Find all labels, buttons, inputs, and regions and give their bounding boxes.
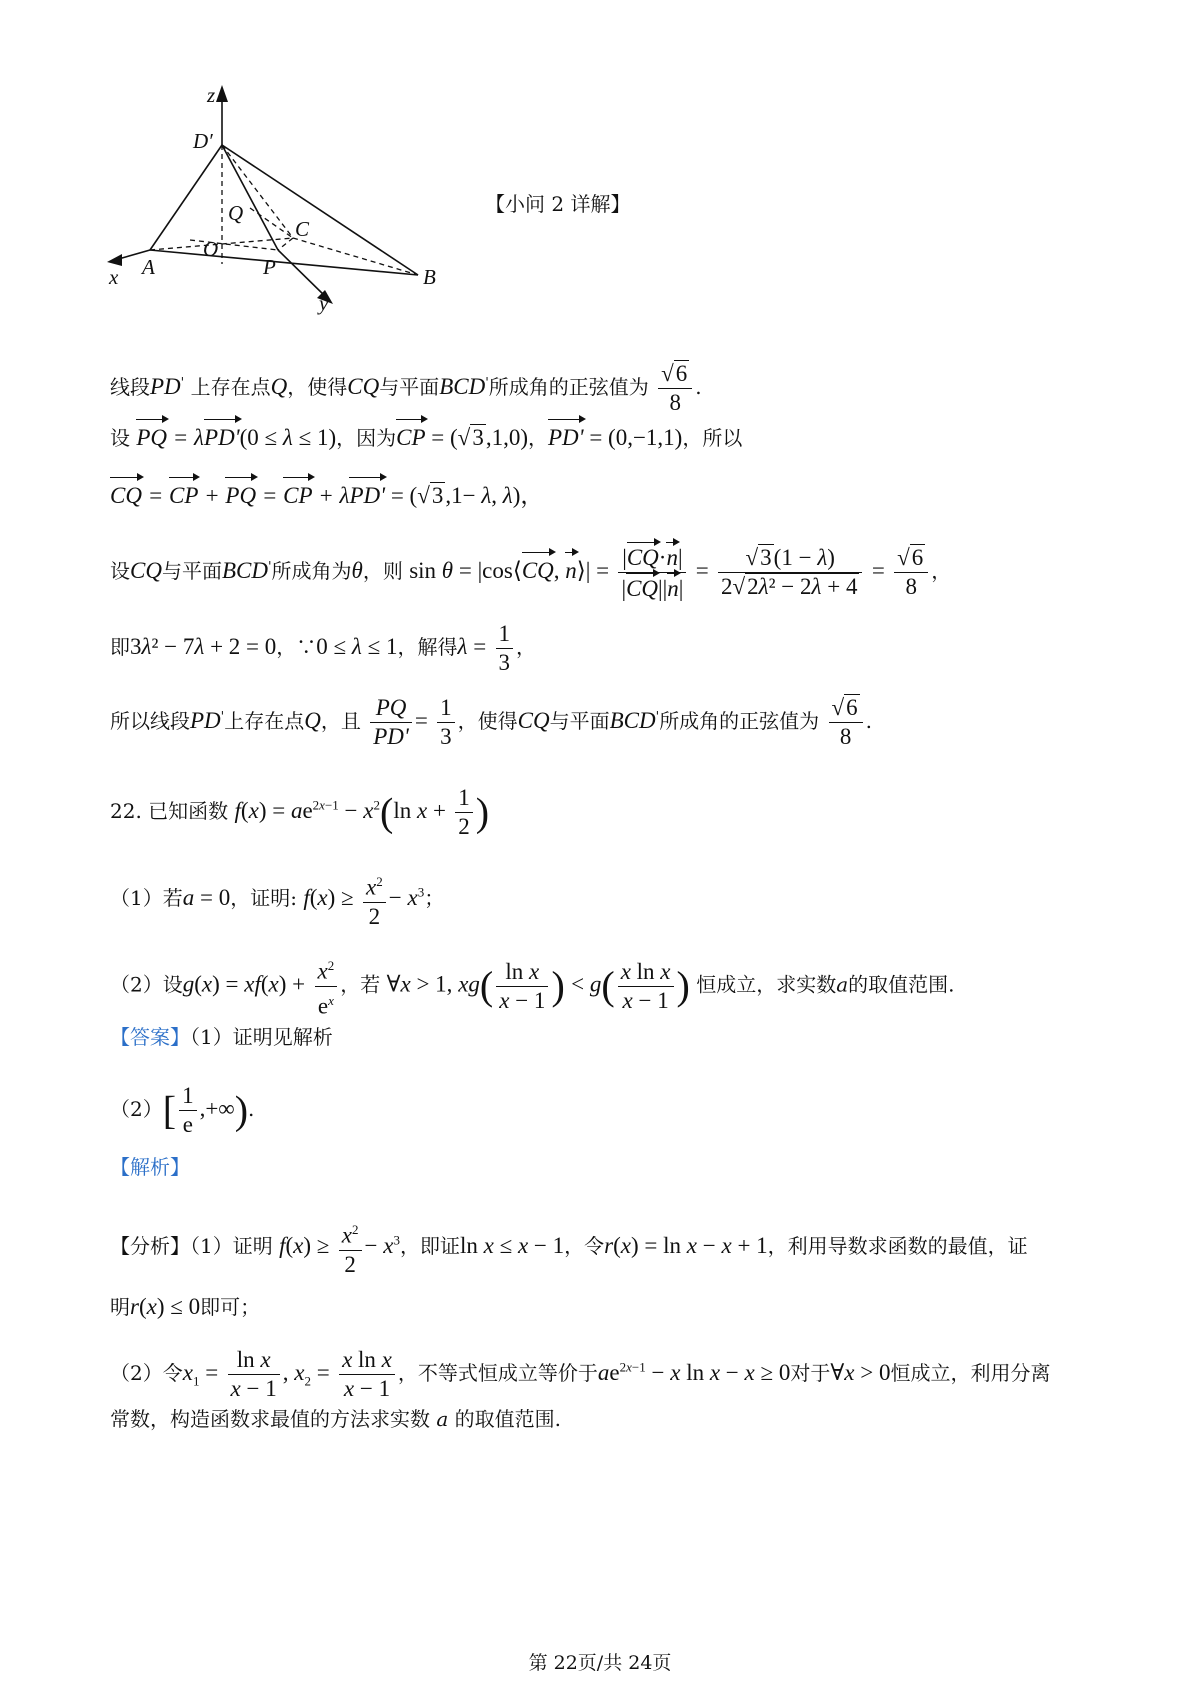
label-y: y [319, 291, 329, 315]
line-3: CQ = CP + PQ = CP + λPD' = (√3,1− λ, λ)， [110, 477, 543, 513]
line-1: 线段PD' 上存在点Q，使得CQ与平面BCD'所成角的正弦值为 $\frac{√6}{8}$ . [110, 361, 702, 415]
line-4: 设CQ与平面BCD'所成角为θ，则 sin θ = |cos⟨CQ, n⟩| = $\frac{|CQ\cdot n|}{|CQ||n|}$ = $\frac{√3(1 - \lambda)}{\text{2√2λ² − 2λ + 4}}$ = $\frac{√6}{8}$ ， [110, 542, 951, 603]
jiexi-label: 【解析】 [110, 1155, 190, 1179]
answer-line-2: （2）[ $\frac{1}{e}$ ,+∞). [110, 1083, 255, 1137]
problem-22: 22. 已知函数 $f(x) = ae^{2x-1} - x^2(\ln$ x + $\frac{1}{2}$ ) [110, 785, 490, 839]
label-p: P [263, 255, 276, 279]
label-c: C [295, 217, 310, 241]
analysis-line-3: （2）令$x_1$ = $\frac{\text{ln x}}{x - 1}$ , $x_2$ = $\frac{\text{x ln x}}{x - 1}$ ，不等式恒成立等价于$ae^{2x-1} - x$ ln x − x ≥ 0对于∀x > 0恒成立，利用分离 [110, 1347, 1051, 1401]
section-label: 【小问 2 详解】 [485, 192, 631, 216]
label-q: Q [228, 201, 244, 225]
line-2: 设 PQ = λPD'(0 ≤ λ ≤ 1)，因为CP = (√3,1,0)，PD' = (0,−1,1)，所以 [110, 419, 742, 455]
z-axis-arrow [216, 85, 228, 102]
analysis-line-4: 常数，构造函数求最值的方法求实数 a 的取值范围. [110, 1407, 561, 1431]
geometry-figure [95, 80, 455, 320]
page-footer: 第 22页/共 24页 [528, 1652, 672, 1674]
line-6: 所以线段PD'上存在点Q，且 $\frac{PQ}{PD'}$ = $\frac{1}{3}$ ，使得CQ与平面BCD'所成角的正弦值为 $\frac{√6}{8}$ . [110, 695, 873, 749]
label-o: O [203, 237, 219, 261]
analysis-line-1: 【分析】（1）证明 f(x) ≥ $\frac{x^2}{2}$ − $x^3$，即证ln x ≤ x − 1，令r(x) = ln x − x + 1，利用导数求函数的最值，证 [110, 1216, 1028, 1279]
label-a: A [142, 255, 155, 279]
problem-22-part2: （2）设g(x) = xf(x) + $\frac{x^2}{e^x}$ ，若 ∀x > 1, xg( $\frac{\text{ln x}}{x - 1}$ ) < g( $\frac{\text{x ln x}}{x - 1}$ ) 恒成立，求实数a的取值范围. [110, 952, 955, 1020]
problem-22-part1: （1）若a = 0，证明: f(x) ≥ $\frac{x^2}{2}$ − $x^3$； [110, 868, 444, 931]
line-5: 即3λ² − 7λ + 2 = 0，∵0 ≤ λ ≤ 1，解得λ = $\frac{1}{3}$ ， [110, 621, 537, 675]
answer-line-1: 【答案】（1）证明见解析 [110, 1025, 333, 1049]
label-x: x [109, 265, 119, 289]
label-b: B [423, 265, 436, 289]
label-d: D′ [193, 129, 213, 153]
label-z: z [207, 83, 216, 107]
analysis-line-2: 明r(x) ≤ 0即可； [110, 1294, 261, 1319]
